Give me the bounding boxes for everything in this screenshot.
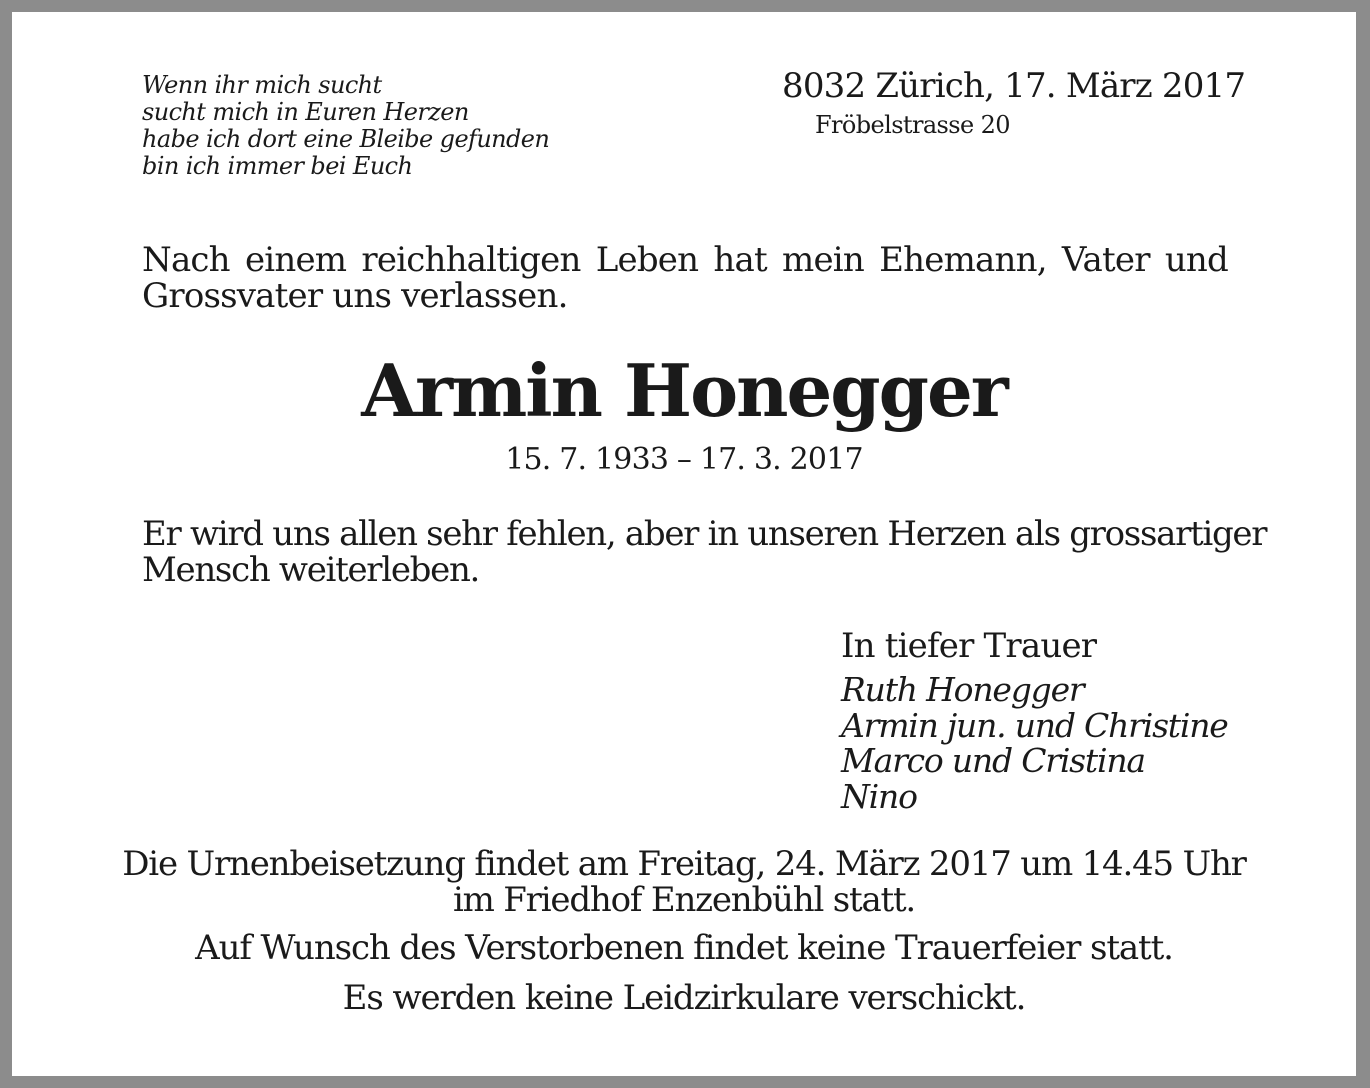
mourner-name: Marco und Cristina xyxy=(841,741,1145,780)
deceased-name: Armin Honegger xyxy=(361,348,1007,433)
obituary-page xyxy=(12,12,1356,1076)
tribute-paragraph xyxy=(142,514,1267,590)
poem-line: habe ich dort eine Bleibe gefunden xyxy=(142,125,550,153)
intro-paragraph xyxy=(142,242,1228,314)
burial-line: Die Urnenbeisetzung findet am Freitag, 24. März 2017 um 14.45 Uhr xyxy=(122,844,1246,884)
mourning-heading: In tiefer Trauer xyxy=(841,626,1097,666)
place-date: 8032 Zürich, 17. März 2017 xyxy=(782,66,1246,106)
intro-line: Grossvater uns verlassen. xyxy=(142,276,568,316)
intro-line: Nach einem reichhaltigen Leben hat mein Ehemann, Vater und xyxy=(142,240,1228,280)
mourner-list xyxy=(841,672,1228,814)
poem-line: sucht mich in Euren Herzen xyxy=(142,98,469,126)
mourner-name: Armin jun. und Christine xyxy=(841,705,1228,745)
poem xyxy=(142,72,662,180)
tribute-line: Mensch weiterleben. xyxy=(142,550,480,590)
poem-line: Wenn ihr mich sucht xyxy=(142,71,382,99)
life-dates: 15. 7. 1933 – 17. 3. 2017 xyxy=(505,442,863,477)
burial-info xyxy=(12,846,1356,918)
street-address: Fröbelstrasse 20 xyxy=(815,111,1010,139)
poem-line: bin ich immer bei Euch xyxy=(142,152,413,180)
burial-line: im Friedhof Enzenbühl statt. xyxy=(452,880,916,920)
ceremony-notice: Auf Wunsch des Verstorbenen findet keine Trauerfeier statt. xyxy=(195,928,1173,968)
mourner-name: Ruth Honegger xyxy=(841,670,1084,709)
circular-notice: Es werden keine Leidzirkulare verschickt. xyxy=(342,978,1026,1018)
tribute-line: Er wird uns allen sehr fehlen, aber in unseren Herzen als grossartiger xyxy=(142,514,1267,554)
mourner-name: Nino xyxy=(841,776,917,816)
